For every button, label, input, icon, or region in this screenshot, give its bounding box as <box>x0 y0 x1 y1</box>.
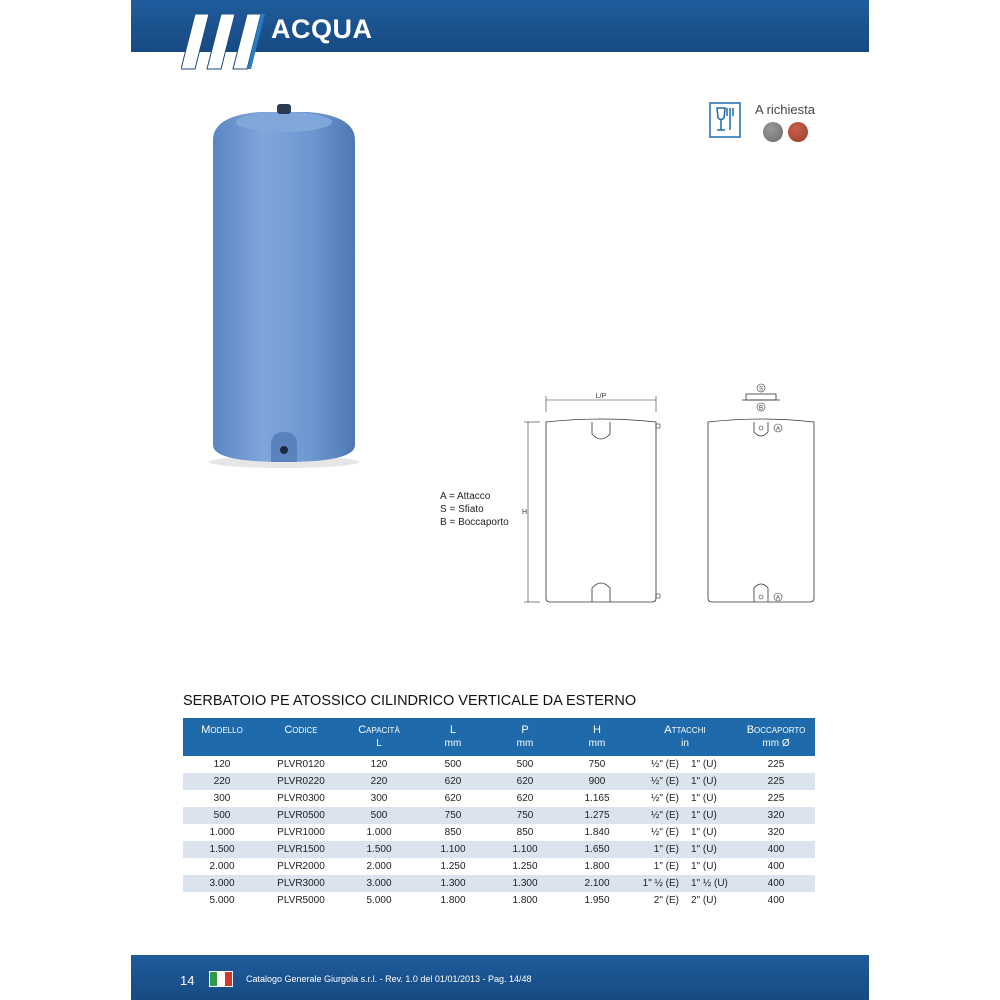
cell-boccaporto: 400 <box>767 895 785 906</box>
cell-codice: PLVR0500 <box>261 807 341 824</box>
cell-l: 1.100 <box>417 841 489 858</box>
cell-capacita: 5.000 <box>366 895 392 906</box>
cell-modello: 3.000 <box>183 875 261 892</box>
header-bar <box>131 0 869 52</box>
col-header-h: H mm <box>588 724 606 749</box>
dim-h-label: H <box>522 509 528 516</box>
table-row <box>183 824 815 841</box>
table-row <box>183 790 815 807</box>
cell-boccaporto: 225 <box>737 773 815 790</box>
cell-l: 620 <box>417 773 489 790</box>
cell-l: 750 <box>417 807 489 824</box>
table-title: SERBATOIO PE ATOSSICO CILINDRICO VERTICALE DA ESTERNO <box>183 693 637 709</box>
cell-attacco-u: 1" (U) <box>691 793 717 804</box>
brand-stripes-icon <box>181 14 271 74</box>
cell-attacco-u: 1" (U) <box>691 861 717 872</box>
mark-a-label-top: A <box>775 426 781 433</box>
cell-modello: 2.000 <box>209 861 235 872</box>
cell-attacco-u: 1" ½ (U) <box>685 875 737 892</box>
cell-boccaporto: 320 <box>767 827 785 838</box>
food-safe-icon <box>709 102 741 138</box>
cell-l: 850 <box>444 827 462 838</box>
cell-attacco-u: 1" (U) <box>685 773 737 790</box>
cell-p: 500 <box>516 759 534 770</box>
cell-codice: PLVR3000 <box>261 875 341 892</box>
cell-attacco-e: 2" (E) <box>653 895 679 906</box>
cell-capacita: 220 <box>341 773 417 790</box>
cell-capacita: 500 <box>341 807 417 824</box>
catalog-page <box>131 0 869 1000</box>
col-header-boccaporto: Boccaporto mm Ø <box>746 724 806 749</box>
cell-capacita: 1.500 <box>341 841 417 858</box>
cell-p: 1.300 <box>489 875 561 892</box>
cell-p: 620 <box>489 773 561 790</box>
table-body <box>183 756 815 909</box>
on-request-label: A richiesta <box>755 102 815 117</box>
mark-a-label-bottom: A <box>775 595 781 602</box>
table-row <box>183 756 815 773</box>
cell-h: 2.100 <box>561 875 633 892</box>
cell-attacco-e: 1" (E) <box>633 841 685 858</box>
cell-l: 1.800 <box>440 895 466 906</box>
color-option-red <box>788 122 808 142</box>
cell-attacco-u: 1" (U) <box>691 759 717 770</box>
cell-modello: 1.000 <box>209 827 235 838</box>
cell-h: 1.800 <box>584 861 610 872</box>
cell-attacco-e: ½" (E) <box>651 793 679 804</box>
cell-boccaporto: 320 <box>737 807 815 824</box>
cell-attacco-e: ½" (E) <box>651 827 679 838</box>
legend-item: S = Sfiato <box>440 504 484 515</box>
cell-capacita: 1.000 <box>366 827 392 838</box>
col-header-capacita: Capacità L <box>358 724 400 749</box>
cell-attacco-e: ½" (E) <box>633 807 685 824</box>
cell-attacco-e: ½" (E) <box>651 759 679 770</box>
cell-p: 620 <box>516 793 534 804</box>
cell-codice: PLVR0120 <box>277 759 325 770</box>
cell-modello: 500 <box>183 807 261 824</box>
cell-h: 1.165 <box>584 793 610 804</box>
cell-attacco-u: 1" (U) <box>685 841 737 858</box>
dim-lp-label: L/P <box>595 393 607 400</box>
mark-b-label: B <box>758 405 764 412</box>
cell-modello: 220 <box>183 773 261 790</box>
cell-h: 900 <box>561 773 633 790</box>
cell-attacco-e: 1" ½ (E) <box>633 875 685 892</box>
color-option-grey <box>763 122 783 142</box>
cell-p: 1.100 <box>489 841 561 858</box>
cell-h: 1.650 <box>561 841 633 858</box>
cell-boccaporto: 400 <box>737 875 815 892</box>
cell-p: 1.800 <box>512 895 538 906</box>
page-title: ACQUA <box>271 14 373 44</box>
drawing-legend <box>440 490 509 529</box>
cell-attacco-e: 1" (E) <box>653 861 679 872</box>
cell-p: 1.250 <box>512 861 538 872</box>
cell-modello: 1.500 <box>183 841 261 858</box>
cell-capacita: 3.000 <box>341 875 417 892</box>
cell-p: 850 <box>516 827 534 838</box>
cell-attacco-u: 1" (U) <box>691 827 717 838</box>
col-header-codice: Codice <box>284 724 318 736</box>
cell-modello: 5.000 <box>209 895 235 906</box>
cell-capacita: 300 <box>370 793 388 804</box>
cell-codice: PLVR2000 <box>277 861 325 872</box>
cell-modello: 120 <box>213 759 231 770</box>
table-row <box>183 841 815 858</box>
table-header-row <box>183 718 815 756</box>
mark-s-label: S <box>758 386 764 393</box>
cell-attacco-u: 2" (U) <box>691 895 717 906</box>
page-number: 14 <box>180 973 195 988</box>
footer-text: Catalogo Generale Giurgola s.r.l. - Rev. 1.0 del 01/01/2013 - Pag. 14/48 <box>246 974 532 984</box>
legend-item: B = Boccaporto <box>440 517 509 528</box>
cell-l: 620 <box>444 793 462 804</box>
cell-h: 1.275 <box>561 807 633 824</box>
col-header-p: P mm <box>516 724 534 749</box>
cell-l: 1.250 <box>440 861 466 872</box>
legend-item: A = Attacco <box>440 491 491 502</box>
cell-modello: 300 <box>213 793 231 804</box>
cell-h: 1.840 <box>584 827 610 838</box>
cell-codice: PLVR1000 <box>277 827 325 838</box>
footer-bar <box>131 955 869 1000</box>
cell-h: 1.950 <box>584 895 610 906</box>
spec-table-container <box>183 718 815 909</box>
italian-flag-icon <box>209 971 233 987</box>
cell-boccaporto: 400 <box>737 841 815 858</box>
table-row <box>183 875 815 892</box>
cell-h: 750 <box>588 759 606 770</box>
spec-table <box>183 718 815 909</box>
cell-boccaporto: 225 <box>767 793 785 804</box>
cell-capacita: 2.000 <box>366 861 392 872</box>
cell-l: 1.300 <box>417 875 489 892</box>
col-header-attacchi: Attacchi in <box>664 724 706 749</box>
table-row <box>183 807 815 824</box>
cell-p: 750 <box>489 807 561 824</box>
cell-attacco-u: 1" (U) <box>685 807 737 824</box>
technical-drawing <box>516 380 836 610</box>
tank-photo <box>199 100 369 470</box>
cell-codice: PLVR5000 <box>277 895 325 906</box>
cell-codice: PLVR0220 <box>261 773 341 790</box>
cell-l: 500 <box>444 759 462 770</box>
cell-boccaporto: 400 <box>767 861 785 872</box>
table-row <box>183 858 815 875</box>
cell-codice: PLVR0300 <box>277 793 325 804</box>
cell-capacita: 120 <box>370 759 388 770</box>
col-header-modello: Modello <box>201 724 243 736</box>
table-row <box>183 773 815 790</box>
table-row <box>183 892 815 909</box>
col-header-l: L mm <box>444 724 462 749</box>
cell-boccaporto: 225 <box>767 759 785 770</box>
cell-codice: PLVR1500 <box>261 841 341 858</box>
cell-attacco-e: ½" (E) <box>633 773 685 790</box>
